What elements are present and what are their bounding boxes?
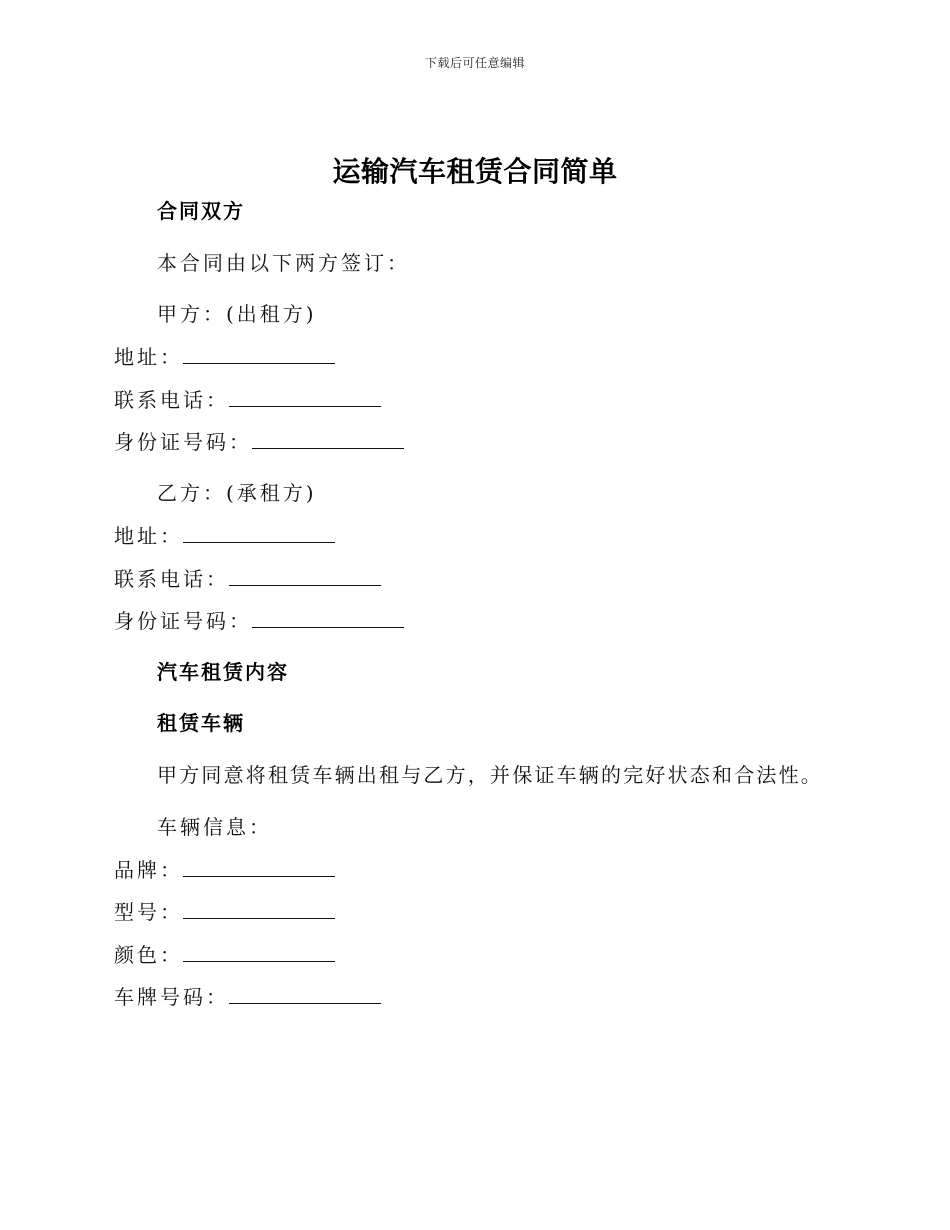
party-a-address-row <box>114 343 335 370</box>
party-a-label: 甲方：(出租方) <box>157 302 317 326</box>
vehicle-plate-label: 车牌号码： <box>114 985 229 1009</box>
party-a-id-row <box>114 428 404 455</box>
party-b-id-label: 身份证号码： <box>114 609 252 633</box>
header-note: 下载后可任意编辑 <box>424 56 525 70</box>
vehicle-brand-label: 品牌： <box>114 858 183 882</box>
vehicle-brand-blank <box>183 856 335 877</box>
party-b-phone-row <box>114 565 381 592</box>
intro-text: 本合同由以下两方签订： <box>157 251 410 275</box>
vehicle-plate-blank <box>229 983 381 1004</box>
party-a-phone-label: 联系电话： <box>114 388 229 412</box>
vehicle-model-label: 型号： <box>114 900 183 924</box>
vehicle-plate-row <box>114 983 381 1010</box>
vehicle-color-label: 颜色： <box>114 943 183 967</box>
party-b-address-row <box>114 522 335 549</box>
vehicle-statement: 甲方同意将租赁车辆出租与乙方，并保证车辆的完好状态和合法性。 <box>157 763 823 787</box>
vehicle-color-row <box>114 941 335 968</box>
party-a-address-label: 地址： <box>114 345 183 369</box>
party-a-phone-row <box>114 386 381 413</box>
party-b-label: 乙方：(承租方) <box>157 481 317 505</box>
party-b-phone-blank <box>229 565 381 586</box>
party-b-address-blank <box>183 522 335 543</box>
vehicle-brand-row <box>114 856 335 883</box>
party-a-id-label: 身份证号码： <box>114 430 252 454</box>
party-b-id-blank <box>252 607 404 628</box>
vehicle-info-label: 车辆信息： <box>157 815 272 839</box>
vehicle-model-blank <box>183 898 335 919</box>
section-heading-content: 汽车租赁内容 <box>157 660 289 684</box>
section-heading-parties: 合同双方 <box>157 199 245 223</box>
party-b-address-label: 地址： <box>114 524 183 548</box>
vehicle-color-blank <box>183 941 335 962</box>
vehicle-model-row <box>114 898 335 925</box>
party-a-id-blank <box>252 428 404 449</box>
party-a-phone-blank <box>229 386 381 407</box>
section-heading-vehicle: 租赁车辆 <box>157 711 245 735</box>
party-b-id-row <box>114 607 404 634</box>
party-a-address-blank <box>183 343 335 364</box>
document-title: 运输汽车租赁合同简单 <box>332 155 618 188</box>
party-b-phone-label: 联系电话： <box>114 567 229 591</box>
